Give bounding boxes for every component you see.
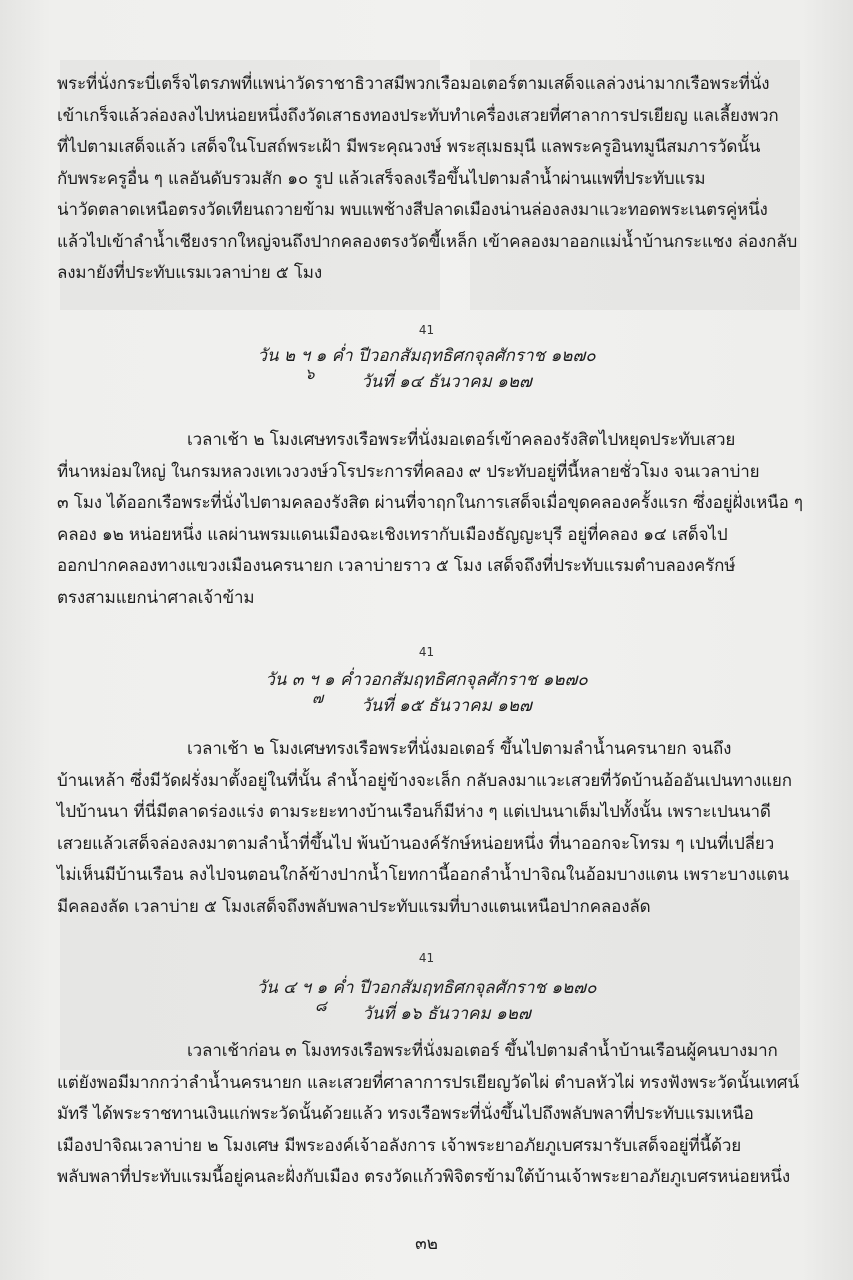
entry-date-line: วันที่ ๑๖ ธันวาคม ๑๒๗ [362,1004,531,1024]
heading-mark: ๘ [315,997,327,1015]
text-line: ไม่เห็นมีบ้านเรือน ลงไปจนตอนใกล้ข้างปากน้ำโยทกานี้ออกลำน้ำปาจิณในอ้อมบางแตน เพราะบางแตน [57,865,789,885]
text-line: น่าวัดตลาดเหนือตรงวัดเทียนถวายข้าม พบแพช้างสีปลาดเมืองน่านล่องลงมาแวะทอดพระเนตรคู่หนึ่ง [57,200,768,220]
entry-date-line: วันที่ ๑๕ ธันวาคม ๑๒๗ [361,696,532,716]
text-line: แล้วไปเข้าลำน้ำเชียงรากใหญ่จนถึงปากคลองตรงวัดขี้เหล็ก เข้าคลองมาออกแม่น้ำบ้านกระแชง ล่องกลับ [57,231,798,252]
entry-heading [0,667,853,719]
text-line: ออกปากคลองทางแขวงเมืองนครนายก เวลาบ่ายราว ๕ โมง เสด็จถึงที่ประทับแรมตำบลองครักษ์ [57,556,736,576]
text-line: พลับพลาที่ประทับแรมนี้อยู่คนละฝั่งกับเมือง ตรงวัดแก้วพิจิตรข้ามใต้บ้านเจ้าพระยาอภัยภูเบศรหน่อยหนึ่ง [57,1167,791,1187]
text-line: เวลาเช้า ๒ โมงเศษทรงเรือพระที่นั่งมอเตอร์เข้าคลองรังสิตไปหยุดประทับเสวย [187,430,736,450]
page-number: ๓๒ [415,1234,438,1254]
heading-mark: ๖ [305,365,315,383]
text-line: เมืองปาจิณเวลาบ่าย ๒ โมงเศษ มีพระองค์เจ้าอลังการ เจ้าพระยาอภัยภูเบศรมารับเสด็จอยู่ที่นี้ด้วย [57,1135,742,1156]
entry-number: 41 [418,951,435,965]
text-line: แต่ยังพอมีมากกว่าลำน้ำนครนายก และเสวยที่ศาลาการปรเยียญวัดไผ่ ตำบลหัวไผ่ ทรงฟังพระวัดนั้นเทศน์ [57,1072,799,1093]
text-line: เข้าเกร็จแล้วล่องลงไปหน่อยหนึ่งถึงวัดเสาธงทองประทับทำเครื่องเสวยที่ศาลาการปรเยียญ แลเลี้ยงพวก [57,105,779,126]
entry-paragraph [57,1036,807,1194]
heading-mark: ๗ [312,689,324,707]
text-line: มีคลองลัด เวลาบ่าย ๕ โมงเสด็จถึงพลับพลาประทับแรมที่บางแตนเหนือปากคลองลัด [57,896,651,917]
entry-heading-line: วัน ๓ ฯ ๑ ค่ำวอกสัมฤทธิศกจุลศักราช ๑๒๗๐ [265,670,588,690]
entry-date-line: วันที่ ๑๔ ธันวาคม ๑๒๗ [361,372,532,392]
text-line: บ้านเหล้า ซึ่งมีวัดฝรั่งมาตั้งอยู่ในที่นั้น ลำน้ำอยู่ข้างจะเล็ก กลับลงมาแวะเสวยที่วัดบ้านอ้ออันเปนทางแยก [57,770,792,791]
text-line: พระที่นั่งกระบี่เตร็จไตรภพที่แพน่าวัดราชาธิวาสมีพวกเรือมอเตอร์ตามเสด็จแลล่วงน่ามากเรือพระที่นั่ง [57,74,770,94]
entry-paragraph [57,425,807,614]
text-line: ลงมายังที่ประทับแรมเวลาบ่าย ๕ โมง [57,263,323,283]
text-line: ๓ โมง ได้ออกเรือพระที่นั่งไปตามคลองรังสิต ผ่านที่จาฤกในการเสด็จเมื่อขุดคลองครั้งแรก ซึ่งอยู่ฝั่งเหนือ ๆ [57,493,803,513]
text-line: ที่นาหม่อมใหญ่ ในกรมหลวงเทเวงวงษ์วโรประการที่คลอง ๙ ประทับอยู่ที่นี้หลายชั่วโมง จนเวลาบ่าย [57,461,760,482]
text-line: กับพระครูอื่น ๆ แลอันดับรวมสัก ๑๐ รูป แล้วเสร็จลงเรือขึ้นไปตามลำน้ำผ่านแพที่ประทับแรม [57,168,706,189]
text-line: ที่ไปตามเสด็จแล้ว เสด็จในโบสถ์พระเฝ้า มีพระคุณวงษ์ พระสุเมธมุนี แลพระครูอินทมูนีสมภารวัดนั้น [57,137,761,157]
text-line: ไปบ้านนา ที่นี่มีตลาดร่องแร่ง ตามระยะทางบ้านเรือนก็มีห่าง ๆ แต่เปนนาเต็มไปทั้งนั้น เพราะเปนนาดี [57,802,771,822]
entry-heading-line: วัน ๒ ฯ ๑ ค่ำ ปีวอกสัมฤทธิศกจุลศักราช ๑๒๗๐ [257,346,596,366]
text-line: เสวยแล้วเสด็จล่องลงมาตามลำน้ำที่ขึ้นไป พ้นบ้านองค์รักษ์หน่อยหนึ่ง ที่นาออกจะโทรม ๆ เปนที่เปลี่ยว [57,833,775,854]
entry-paragraph [57,734,807,923]
text-line: ตรงสามแยกน่าศาลเจ้าข้าม [57,587,255,608]
entry-number: 41 [418,323,435,337]
text-line: เวลาเช้า ๒ โมงเศษทรงเรือพระที่นั่งมอเตอร์ ขึ้นไปตามลำน้ำนครนายก จนถึง [187,739,732,759]
entry-number: 41 [418,645,435,659]
entry-heading-line: วัน ๔ ฯ ๑ ค่ำ ปีวอกสัมฤทธิศกจุลศักราช ๑๒๗๐ [256,978,597,998]
intro-paragraph [57,69,807,290]
entry-heading [0,975,853,1027]
text-line: คลอง ๑๒ หน่อยหนึ่ง แลผ่านพรมแดนเมืองฉะเชิงเทรากับเมืองธัญญะบุรี อยู่ที่คลอง ๑๔ เสด็จไป [57,524,728,545]
entry-heading [0,343,853,395]
text-line: มัทรี ได้พระราชทานเงินแก่พระวัดนั้นด้วยแล้ว ทรงเรือพระที่นั่งขึ้นไปถึงพลับพลาที่ประทับแรมเหนือ [57,1104,754,1124]
text-line: เวลาเช้าก่อน ๓ โมงทรงเรือพระที่นั่งมอเตอร์ ขึ้นไปตามลำน้ำบ้านเรือนผู้คนบางมาก [187,1041,778,1061]
